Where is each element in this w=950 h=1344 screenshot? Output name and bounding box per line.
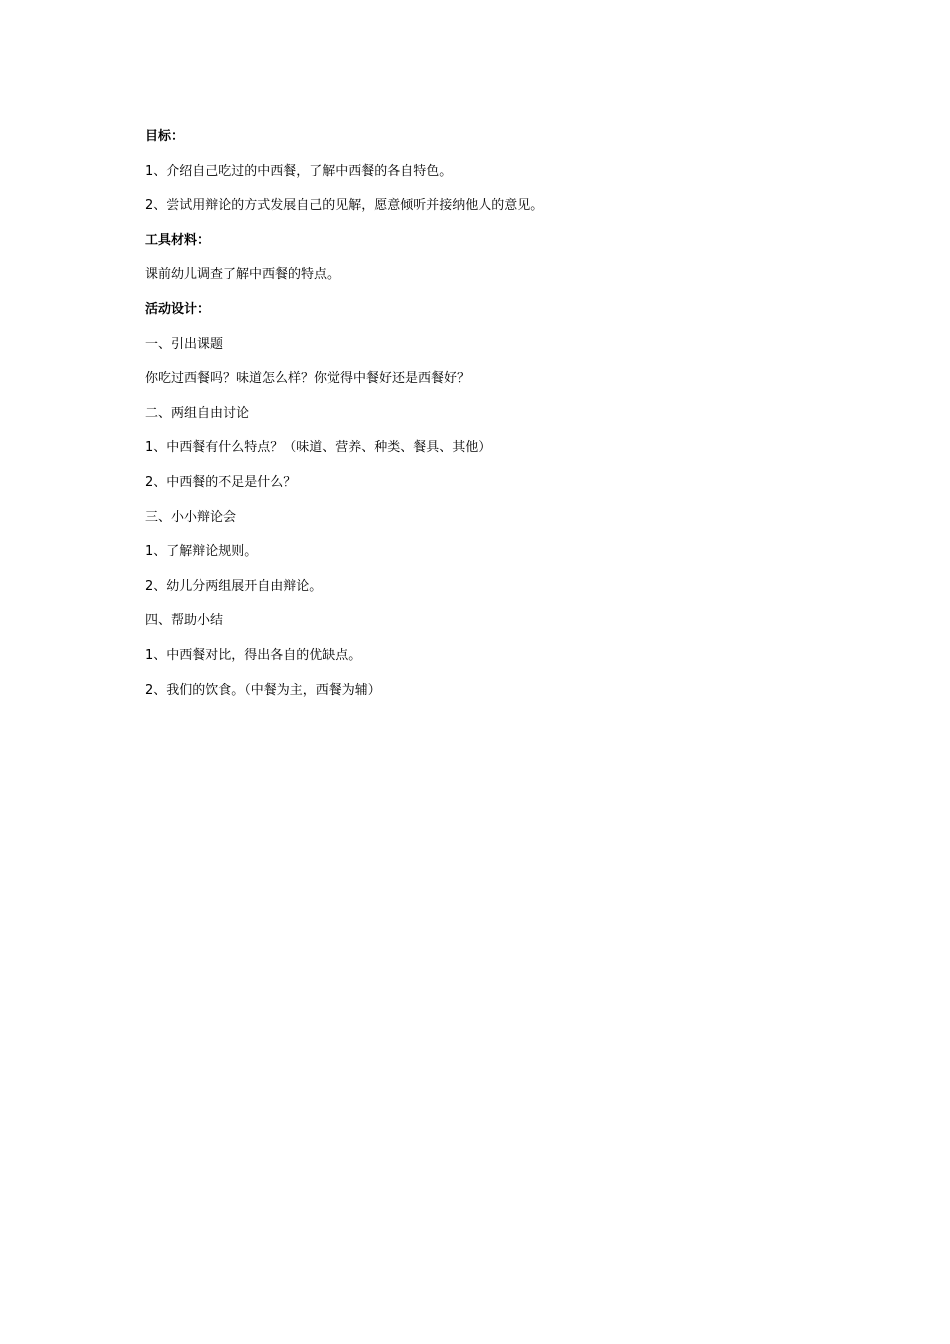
heading-materials: 工具材料： <box>145 232 211 248</box>
section-4-item-1: 1、中西餐对比，得出各自的优缺点。 <box>145 647 362 663</box>
section-3-title: 三、小小辩论会 <box>145 509 237 525</box>
section-2-title: 二、两组自由讨论 <box>145 405 250 421</box>
materials-text: 课前幼儿调查了解中西餐的特点。 <box>145 267 341 283</box>
section-1-text: 你吃过西餐吗？味道怎么样？你觉得中餐好还是西餐好？ <box>145 371 471 387</box>
section-4-item-2: 2、我们的饮食。（中餐为主，西餐为辅） <box>145 682 381 698</box>
section-3-item-1: 1、了解辩论规则。 <box>145 544 258 560</box>
section-1-title: 一、引出课题 <box>145 336 224 352</box>
goal-item-2: 2、尝试用辩论的方式发展自己的见解，愿意倾听并接纳他人的意见。 <box>145 198 544 214</box>
section-2-item-2: 2、中西餐的不足是什么？ <box>145 474 297 490</box>
goal-item-1: 1、介绍自己吃过的中西餐，了解中西餐的各自特色。 <box>145 163 453 179</box>
heading-activity-design: 活动设计： <box>145 301 211 317</box>
heading-goals: 目标： <box>145 129 185 144</box>
section-3-item-2: 2、幼儿分两组展开自由辩论。 <box>145 578 323 594</box>
section-4-title: 四、帮助小结 <box>145 613 224 629</box>
document-body <box>145 128 845 716</box>
section-2-item-1: 1、中西餐有什么特点？（味道、营养、种类、餐具、其他） <box>145 440 492 456</box>
